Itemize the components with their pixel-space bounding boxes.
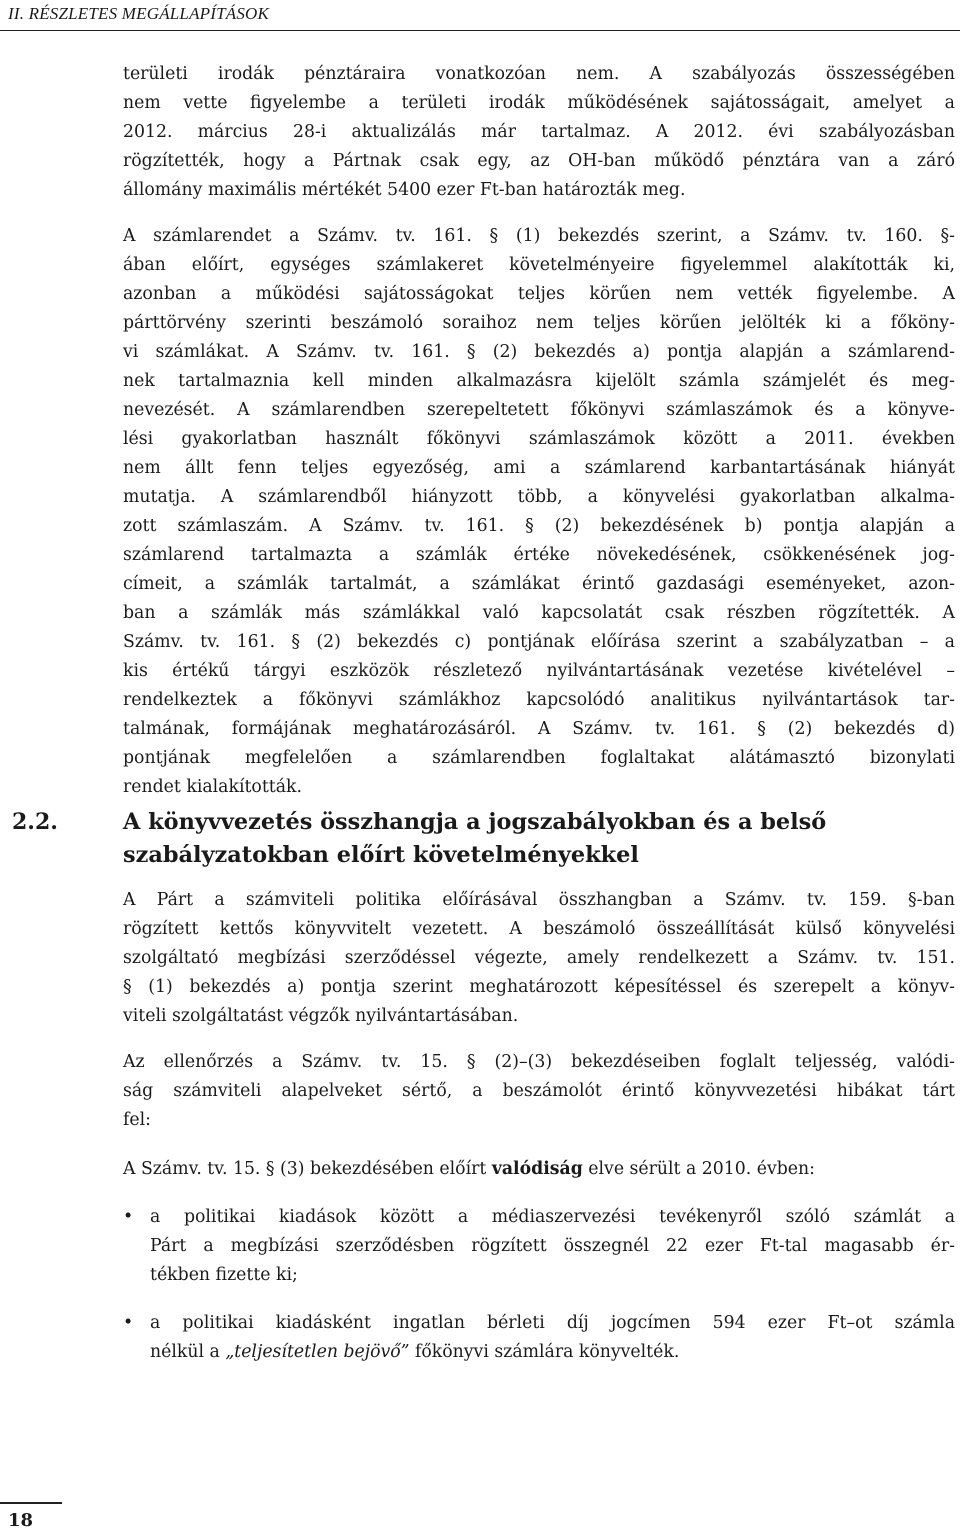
paragraph-line: ság számviteli alapelveket sértő, a beszámolót érintő könyvvezetési hibákat tárt [123, 1081, 955, 1101]
footer-rule [0, 1502, 62, 1504]
paragraph-3 [123, 886, 955, 1031]
paragraph-line: párttörvény szerinti beszámoló soraihoz nem teljes körűen jelölték ki a főköny- [123, 313, 955, 333]
text-run: főkönyvi számlára könyvelték. [409, 1342, 680, 1362]
bullet-icon: • [123, 1313, 134, 1333]
paragraph-line: § (1) bekezdés a) pontja szerint meghatározott képesítéssel és szerepelt a könyv- [123, 977, 955, 997]
paragraph-line: vi számlákat. A Számv. tv. 161. § (2) bekezdés a) pontja alapján a számlarend- [123, 342, 955, 362]
paragraph-line: ban a számlák más számlákkal való kapcsolatát csak részben rögzítették. A [123, 603, 955, 623]
running-header-title: II. RÉSZLETES MEGÁLLAPÍTÁSOK [8, 4, 270, 23]
paragraph-line: mutatja. A számlarendből hiányzott több, a könyvelési gyakorlatban alkalma- [123, 487, 955, 507]
paragraph-line: A számlarendet a Számv. tv. 161. § (1) bekezdés szerint, a Számv. tv. 160. §- [123, 226, 955, 246]
section-title [123, 806, 955, 872]
paragraph-line: nem vette figyelembe a területi irodák működésének sajátosságait, amelyet a [123, 93, 955, 113]
paragraph-line [123, 1155, 955, 1184]
paragraph-line: rendelkeztek a főkönyvi számlákhoz kapcsolódó analitikus nyilvántartások tar- [123, 690, 955, 710]
emphasis-teljesitetlen-bejovo: „teljesítetlen bejövő” [225, 1342, 410, 1362]
paragraph-line: fel: [123, 1110, 151, 1130]
page-number: 18 [8, 1510, 34, 1531]
paragraph-line: talmának, formájának meghatározásáról. A Számv. tv. 161. § (2) bekezdés d) [123, 719, 955, 739]
paragraph-1 [123, 60, 955, 205]
emphasis-valodisag: valódiság [491, 1159, 583, 1179]
paragraph-line: zott számlaszám. A Számv. tv. 161. § (2) bekezdésének b) pontja alapján a [123, 516, 955, 536]
paragraph-line: számlarend tartalmazta a számlák értéke növekedésének, csökkenésének jog- [123, 545, 955, 565]
text-run: nélkül a [150, 1342, 226, 1362]
list-item-line: Párt a megbízási szerződésben rögzített összegnél 22 ezer Ft-tal magasabb ér- [150, 1236, 955, 1256]
paragraph-line: 2012. március 28-i aktualizálás már tartalmaz. A 2012. évi szabályozásban [123, 122, 955, 142]
paragraph-line: Számv. tv. 161. § (2) bekezdés c) pontjának előírása szerint a szabályzatban – a [123, 632, 955, 652]
paragraph-line: nek tartalmaznia kell minden alkalmazásra kijelölt számla számjelét és meg- [123, 371, 955, 391]
text-run: A Számv. tv. 15. § (3) bekezdésében előírt [123, 1159, 492, 1179]
paragraph-line: nem állt fenn teljes egyezőség, ami a számlarend karbantartásának hiányát [123, 458, 955, 478]
section-title-line: szabályzatokban előírt követelményekkel [123, 842, 639, 868]
paragraph-line: viteli szolgáltatást végzők nyilvántartásában. [123, 1006, 519, 1026]
section-number: 2.2. [12, 809, 58, 835]
list-item-line: a politikai kiadásként ingatlan bérleti díj jogcímen 594 ezer Ft–ot számla [150, 1313, 955, 1333]
running-header [0, 0, 960, 31]
paragraph-4 [123, 1048, 955, 1135]
list-item [123, 1203, 955, 1290]
section-title-line: A könyvvezetés összhangja a jogszabályokban és a belső [123, 809, 827, 835]
list-item-line: tékben fizette ki; [150, 1265, 298, 1285]
paragraph-line: ában előírt, egységes számlakeret követelményeire figyelemmel alakították ki, [123, 255, 955, 275]
paragraph-line: rögzítették, hogy a Pártnak csak egy, az OH-ban működő pénztára van a záró [123, 151, 955, 171]
list-item-line [150, 1338, 955, 1367]
paragraph-line: állomány maximális mértékét 5400 ezer Ft-ban határozták meg. [123, 180, 686, 200]
paragraph-line: A Párt a számviteli politika előírásával összhangban a Számv. tv. 159. §-ban [123, 890, 955, 910]
paragraph-line: lési gyakorlatban használt főkönyvi számlaszámok között a 2011. években [123, 429, 955, 449]
paragraph-line: rögzített kettős könyvvitelt vezetett. A beszámoló összeállítását külső könyvelési [123, 919, 955, 939]
paragraph-5 [123, 1155, 955, 1184]
text-run: elve sérült a 2010. évben: [582, 1159, 815, 1179]
paragraph-line: Az ellenőrzés a Számv. tv. 15. § (2)–(3) bekezdéseiben foglalt teljesség, valódi- [123, 1052, 955, 1072]
paragraph-line: rendet kialakították. [123, 777, 302, 797]
paragraph-line: pontjának megfelelően a számlarendben foglaltakat alátámasztó bizonylati [123, 748, 955, 768]
list-item [123, 1309, 955, 1367]
bullet-list [123, 1203, 955, 1367]
paragraph-line: azonban a működési sajátosságokat teljes körűen nem vették figyelembe. A [123, 284, 955, 304]
paragraph-line: kis értékű tárgyi eszközök részletező nyilvántartásának vezetése kivételével – [123, 661, 955, 681]
paragraph-line: nevezését. A számlarendben szerepeltetett főkönyvi számlaszámok és a könyve- [123, 400, 955, 420]
paragraph-2 [123, 222, 955, 802]
paragraph-line: címeit, a számlák tartalmát, a számlákat érintő gazdasági eseményeket, azon- [123, 574, 955, 594]
bullet-icon: • [123, 1207, 134, 1227]
paragraph-line: területi irodák pénztáraira vonatkozóan nem. A szabályozás összességében [123, 64, 955, 84]
paragraph-line: szolgáltató megbízási szerződéssel végezte, amely rendelkezett a Számv. tv. 151. [123, 948, 955, 968]
list-item-line: a politikai kiadások között a médiaszervezési tevékenyről szóló számlát a [150, 1207, 955, 1227]
